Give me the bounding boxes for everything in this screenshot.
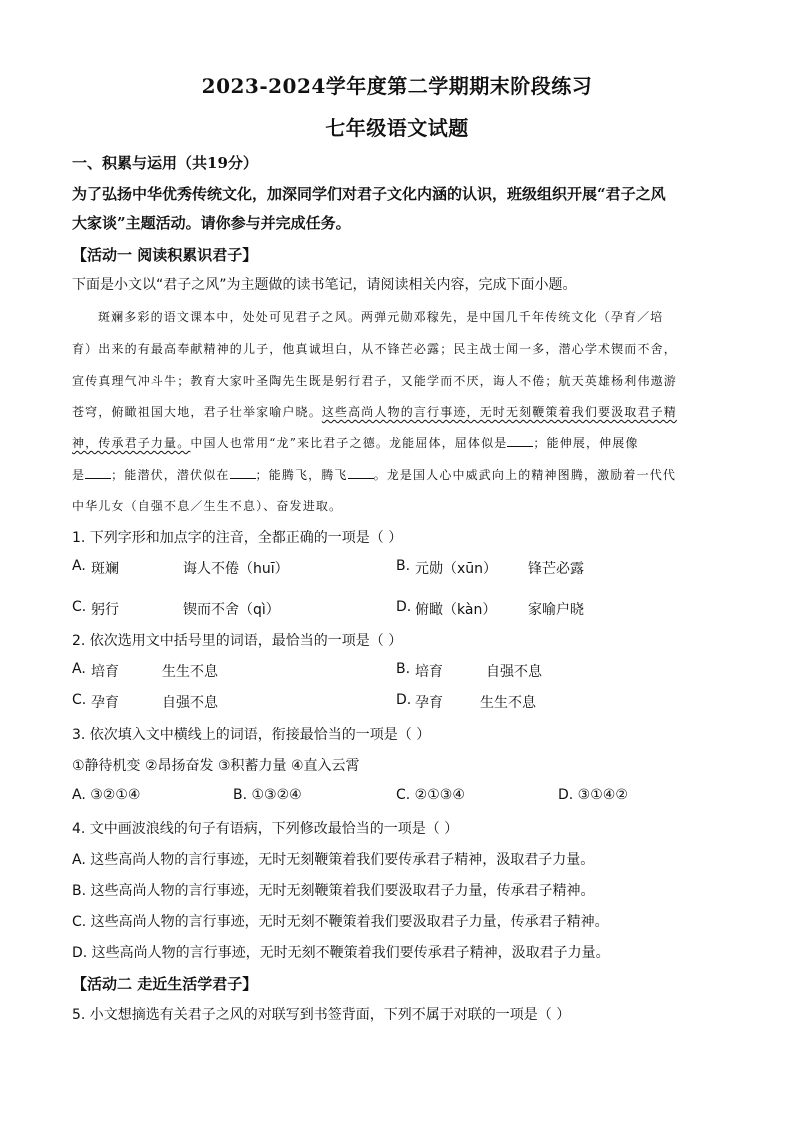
option-word: 诲人不倦（huī）	[183, 561, 289, 577]
option-word: 元勋（xūn）	[415, 561, 498, 577]
option-word: 俯瞰（kàn）	[415, 602, 497, 618]
option-word: 家喻户晓	[528, 602, 584, 618]
fill-blank	[348, 466, 374, 479]
activity-heading: 【活动二 走近生活学君子】	[72, 975, 258, 993]
exam-subtitle: 七年级语文试题	[325, 116, 469, 140]
option-word: 自强不息	[162, 695, 218, 711]
option-label: C.	[72, 599, 87, 615]
activity-heading: 【活动一 阅读积累识君子】	[72, 246, 258, 264]
option-word: 培育	[415, 664, 443, 680]
wavy-underlined-sentence: 神，传承君子力量。	[72, 436, 191, 450]
option-word: 躬行	[91, 602, 119, 618]
option-word: 生生不息	[162, 664, 218, 680]
section-heading: 一、积累与运用（共19分）	[72, 154, 258, 172]
passage-line	[72, 466, 676, 483]
instruction-text: 下面是小文以“君子之风”为主题做的读书笔记，请阅读相关内容，完成下面小题。	[72, 277, 577, 293]
passage-text: 苍穹，俯瞰祖国大地，君子壮举家喻户晓。	[72, 405, 322, 419]
choice-list: ①静待机变 ②昂扬奋发 ③积蓄力量 ④直入云霄	[72, 758, 360, 774]
question-stem: 5. 小文想摘选有关君子之风的对联写到书签背面，下列不属于对联的一项是（ ）	[72, 1007, 571, 1023]
section-intro-line: 大家谈”主题活动。请你参与并完成任务。	[72, 214, 351, 232]
question-stem: 4. 文中画波浪线的句子有语病，下列修改最恰当的一项是（ ）	[72, 821, 459, 837]
fill-blank	[507, 434, 533, 447]
section-intro-line: 为了弘扬中华优秀传统文化，加深同学们对君子文化内涵的认识，班级组织开展“君子之风	[72, 185, 666, 203]
option-word: 孕育	[415, 695, 443, 711]
option-label: D.	[396, 692, 412, 708]
passage-text: 中国人也常用“龙”来比君子之德。龙能屈体，屈体似是	[190, 436, 508, 450]
option-label: A.	[72, 661, 86, 677]
passage-text: ；能伸展，伸展像	[533, 436, 639, 450]
option-label: B.	[396, 558, 411, 574]
option-text: B. ①③②④	[233, 787, 302, 803]
option-word: 生生不息	[480, 695, 536, 711]
passage-text: 是	[72, 468, 86, 482]
option-text: C. ②①③④	[396, 787, 465, 803]
option-label: D.	[396, 599, 412, 615]
fill-blank	[230, 466, 256, 479]
wavy-underlined-sentence: 这些高尚人物的言行事迹，无时无刻鞭策着我们要汲取君子精	[321, 405, 677, 419]
passage-line: 斑斓多彩的语文课本中，处处可见君子之风。两弹元勋邓稼先，是中国几千年传统文化（孕育／培	[98, 310, 664, 324]
passage-line: 宣传真理气冲斗牛；教育大家叶圣陶先生既是躬行君子，又能学而不厌，诲人不倦；航天英雄杨利伟遨游	[72, 374, 677, 388]
passage-line	[72, 434, 639, 451]
option-word: 斑斓	[91, 561, 119, 577]
option-text: A. 这些高尚人物的言行事迹，无时无刻鞭策着我们要传承君子精神，汲取君子力量。	[72, 852, 595, 868]
option-word: 锋芒必露	[528, 561, 584, 577]
exam-title: 2023-2024学年度第二学期期末阶段练习	[201, 74, 593, 98]
passage-line: 中华儿女（自强不息／生生不息）、奋发进取。	[72, 499, 343, 513]
option-text: D. 这些高尚人物的言行事迹，无时无刻不鞭策着我们要传承君子精神，汲取君子力量。	[72, 945, 610, 961]
option-word: 培育	[91, 664, 119, 680]
passage-text: 。龙是国人心中威武向上的精神图腾，激励着一代代	[373, 468, 677, 482]
passage-text: ；能腾飞，腾飞	[255, 468, 348, 482]
option-text: D. ③①④②	[558, 787, 628, 803]
option-text: A. ③②①④	[72, 787, 141, 803]
option-label: A.	[72, 558, 86, 574]
option-word: 锲而不舍（qì）	[183, 602, 280, 618]
question-stem: 3. 依次填入文中横线上的词语，衔接最恰当的一项是（ ）	[72, 727, 431, 743]
passage-line: 育）出来的有最高奉献精神的儿子，他真诚坦白，从不锋芒必露；民主战士闻一多，潜心学术锲而不舍，	[72, 342, 677, 356]
option-label: B.	[396, 661, 411, 677]
option-label: C.	[72, 692, 87, 708]
option-word: 自强不息	[486, 664, 542, 680]
option-text: C. 这些高尚人物的言行事迹，无时无刻不鞭策着我们要汲取君子力量，传承君子精神。	[72, 914, 609, 930]
option-word: 孕育	[91, 695, 119, 711]
question-stem: 2. 依次选用文中括号里的词语，最恰当的一项是（ ）	[72, 633, 403, 649]
passage-text: ；能潜伏，潜伏似在	[111, 468, 230, 482]
fill-blank	[85, 466, 111, 479]
option-text: B. 这些高尚人物的言行事迹，无时无刻鞭策着我们要汲取君子力量，传承君子精神。	[72, 883, 595, 899]
question-stem: 1. 下列字形和加点字的注音，全都正确的一项是（ ）	[72, 530, 403, 546]
passage-line	[72, 403, 677, 420]
